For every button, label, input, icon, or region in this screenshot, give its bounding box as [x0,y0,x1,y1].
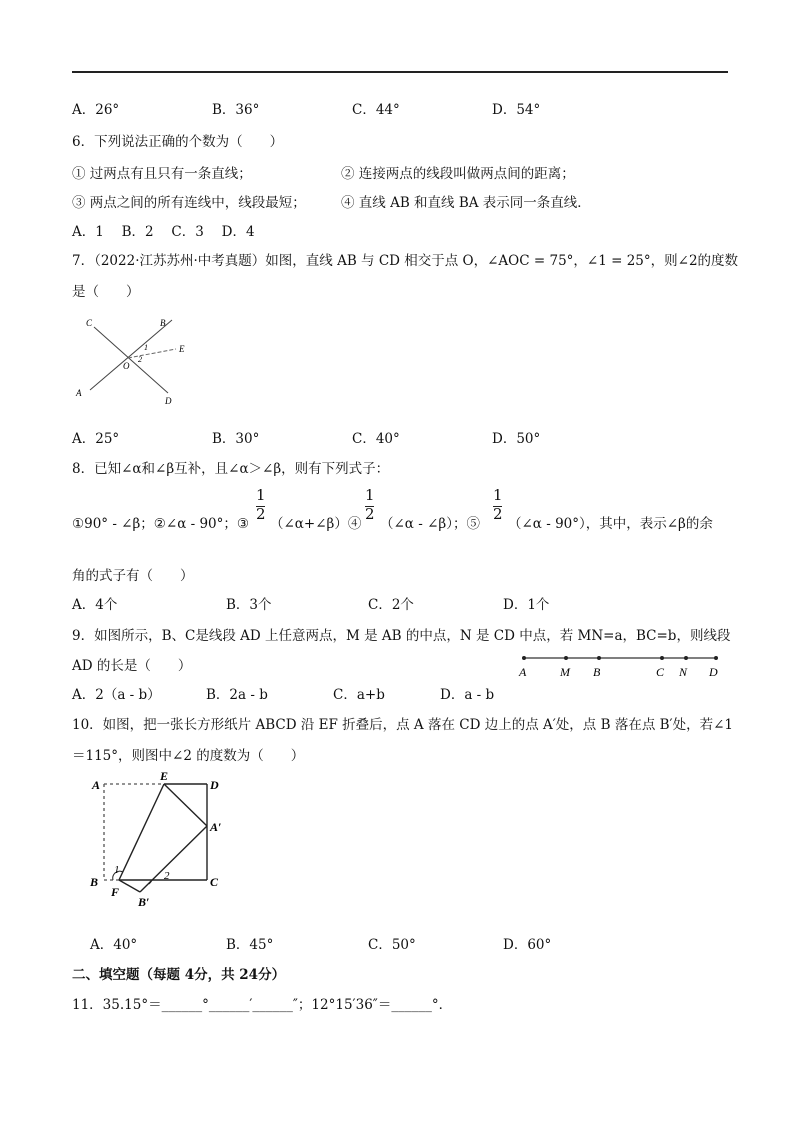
q10-option-a[interactable]: A．40° [90,937,138,953]
q8-stem: 8．已知∠α和∠β互补，且∠α＞∠β，则有下列式子： [72,461,390,477]
label-b: B [160,318,166,328]
label-c: C [210,875,219,889]
q8-option-d[interactable]: D．1个 [503,597,550,613]
line-ab [90,320,172,390]
q6-options[interactable]: A．1 B．2 C．3 D．4 [72,224,255,240]
q8-option-a[interactable]: A．4个 [72,597,118,613]
q8-option-c[interactable]: C．2个 [368,597,414,613]
label-a: A [76,388,82,398]
q6-statement-3: ③ 两点之间的所有连线中，线段最短； [72,195,306,211]
label-a: A [92,778,101,792]
q7-stem-cont: 是（ ） [72,284,140,300]
label-e: E [179,344,185,354]
q10-option-b[interactable]: B．45° [226,937,274,953]
q5-option-b[interactable]: B．36° [212,102,260,118]
q11-stem[interactable]: 11．35.15°＝______°______′______″；12°15′36″＝______°． [72,997,453,1013]
fold-line-ef [119,784,164,880]
q5-option-a[interactable]: A．26° [72,102,120,118]
q8-line-3: 角的式子有（ ） [72,568,194,584]
label-d: D [165,396,172,406]
q8-part-3: （∠α - ∠β）；⑤ [380,516,480,532]
angle-2-label: 2 [138,355,142,364]
q9-stem: 9．如图所示，B、C是线段 AD 上任意两点，M 是 AB 的中点，N 是 CD 中点，若 MN=a，BC=b，则线段 [72,628,731,644]
q6-statement-2: ② 连接两点的线段叫做两点间的距离； [341,166,575,182]
q9-stem-cont: AD 的长是（ ） [72,658,192,674]
ray-oe [128,349,176,358]
q8-fraction-1: 1 2 [256,486,266,523]
angle-1-label: 1 [144,343,148,352]
q7-figure [72,310,202,410]
section-2-heading: 二、填空题（每题 4分，共 24分） [72,967,286,983]
point-a [522,656,526,660]
q9-option-b[interactable]: B．2a - b [206,687,268,703]
q9-option-c[interactable]: C．a+b [333,687,385,703]
q8-fraction-3: 1 2 [493,486,503,523]
point-m [564,656,568,660]
label-n: N [679,665,688,679]
label-o: O [123,361,130,371]
label-b: B [90,875,99,889]
q8-option-b[interactable]: B．3个 [226,597,272,613]
point-b [597,656,601,660]
label-a-prime: A′ [210,820,222,834]
label-f: F [111,885,120,899]
label-a: A [519,665,527,679]
q10-stem: 10．如图，把一张长方形纸片 ABCD 沿 EF 折叠后，点 A 落在 CD 边上的点 A′处，点 B 落在点 B′处，若∠1 [72,717,733,733]
point-c [660,656,664,660]
angle-1-label: 1 [114,864,120,876]
q10-option-c[interactable]: C．50° [368,937,416,953]
edge-a-prime-b-prime [140,826,207,892]
label-d: D [709,665,718,679]
q8-part-1: ①90° - ∠β；②∠α - 90°；③ [72,516,249,532]
q10-figure [80,768,240,908]
angle-2-label: 2 [164,870,170,882]
q7-option-d[interactable]: D．50° [492,431,541,447]
label-m: M [560,665,570,679]
header-rule [72,71,728,73]
q6-stem: 6．下列说法正确的个数为（ ） [72,134,284,150]
line-cd [94,327,168,393]
q8-fraction-2: 1 2 [365,486,375,523]
q9-option-a[interactable]: A．2（a - b） [72,687,161,703]
q8-part-4: （∠α - 90°），其中，表示∠β的余 [508,516,713,532]
q9-option-d[interactable]: D．a - b [440,687,495,703]
q5-option-c[interactable]: C．44° [352,102,400,118]
label-e: E [160,769,169,783]
q6-statement-4: ④ 直线 AB 和直线 BA 表示同一条直线． [341,195,591,211]
q6-statement-1: ① 过两点有且只有一条直线； [72,166,252,182]
edge-ea-prime [164,784,207,826]
edge-f-b-prime [119,880,140,892]
label-c: C [656,665,665,679]
q10-stem-cont: ＝115°，则图中∠2 的度数为（ ） [72,748,305,764]
label-c: C [86,318,93,328]
label-b: B [593,665,601,679]
q7-option-b[interactable]: B．30° [212,431,260,447]
q8-part-2: （∠α+∠β）④ [270,516,362,532]
q5-option-d[interactable]: D．54° [492,102,541,118]
q7-option-a[interactable]: A．25° [72,431,120,447]
point-n [684,656,688,660]
q10-option-d[interactable]: D．60° [503,937,552,953]
q7-option-c[interactable]: C．40° [352,431,400,447]
label-d: D [210,778,219,792]
label-b-prime: B′ [138,895,150,908]
q7-stem: 7．（2022·江苏苏州·中考真题）如图，直线 AB 与 CD 相交于点 O，∠AOC = 75°，∠1 = 25°，则∠2的度数 [72,253,739,269]
q9-figure [516,650,726,684]
point-d [714,656,718,660]
